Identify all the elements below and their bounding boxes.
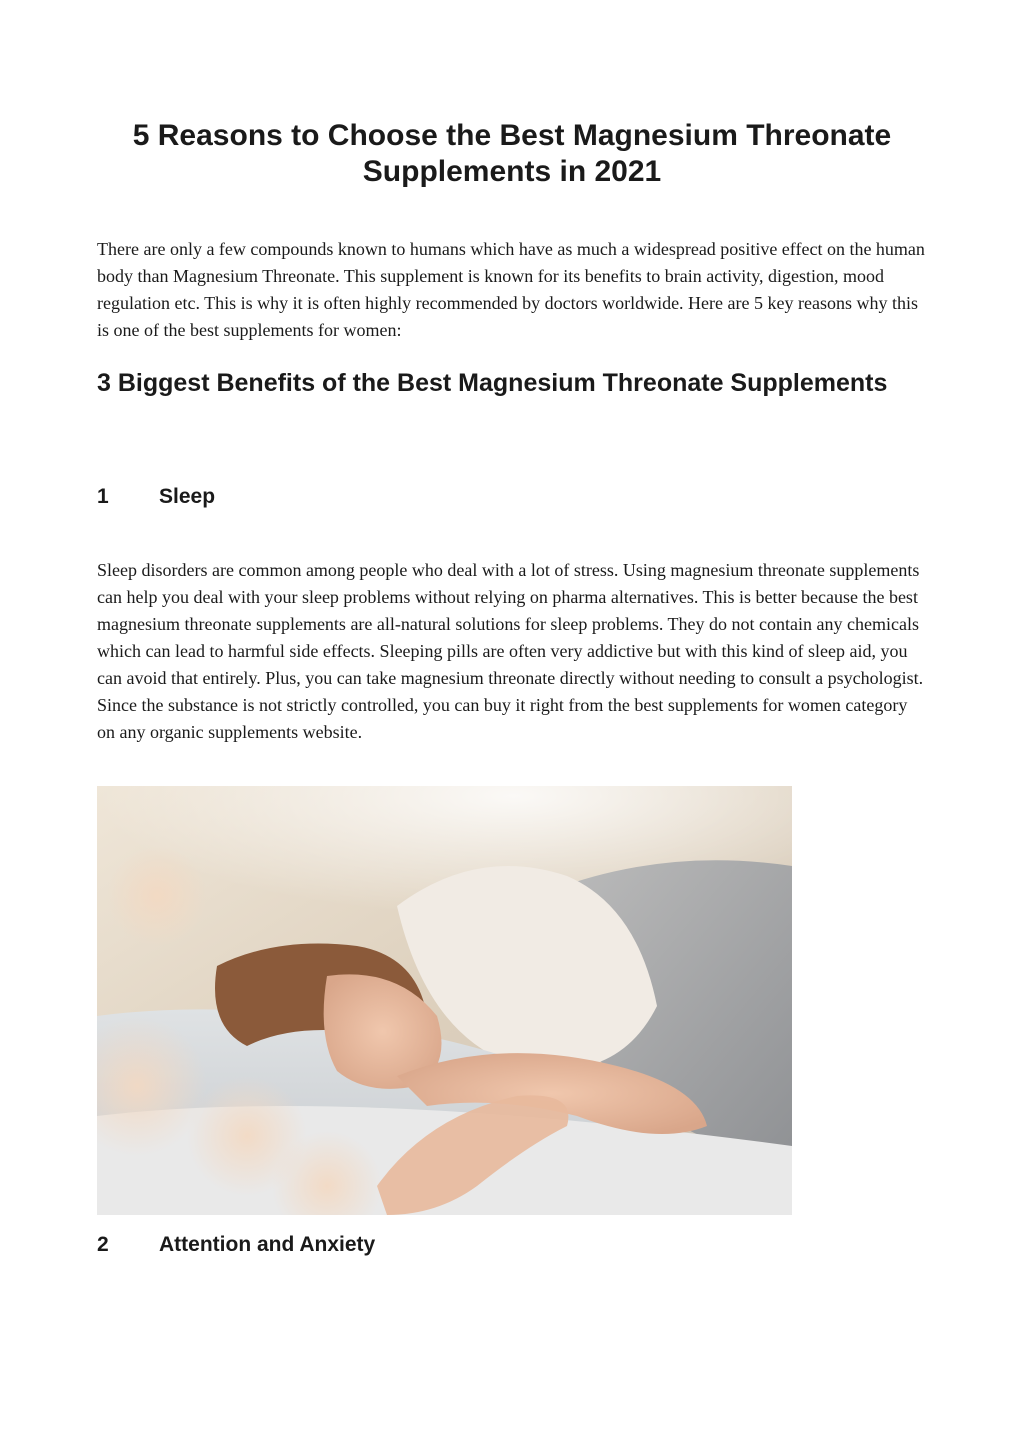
section-heading-attention [97,1232,375,1258]
section-title: Attention and Anxiety [159,1233,376,1256]
sleeping-woman-photo [97,786,792,1215]
sleep-paragraph: Sleep disorders are common among people who deal with a lot of stress. Using magnesium threonate supplements can help you deal with your sleep problems without relying on pharma alternatives. This is better because the best magnesium threonate supplements are all-natural solutions for sleep problems. They do not contain any chemicals which can lead to harmful side effects. Sleeping pills are often very addictive but with this kind of sleep aid, you can avoid that entirely. Plus, you can take magnesium threonate directly without needing to consult a psychologist. Since the substance is not strictly controlled, you can buy it right from the best supplements for women category on any organic supplements website. [97,560,924,742]
section-number: 1 [97,485,109,508]
benefits-heading: 3 Biggest Benefits of the Best Magnesium Threonate Supplements [97,369,888,397]
section-heading-sleep [97,484,215,510]
section-number: 2 [97,1233,109,1256]
intro-paragraph: There are only a few compounds known to humans which have as much a widespread positive effect on the human body than Magnesium Threonate. This supplement is known for its benefits to brain activity, digestion, mood regulation etc. This is why it is often highly recommended by doctors worldwide. Here are 5 key reasons why this is one of the best supplements for women: [97,239,925,340]
section-title: Sleep [159,485,216,508]
page-title: 5 Reasons to Choose the Best Magnesium Threonate Supplements in 2021 [132,119,892,188]
